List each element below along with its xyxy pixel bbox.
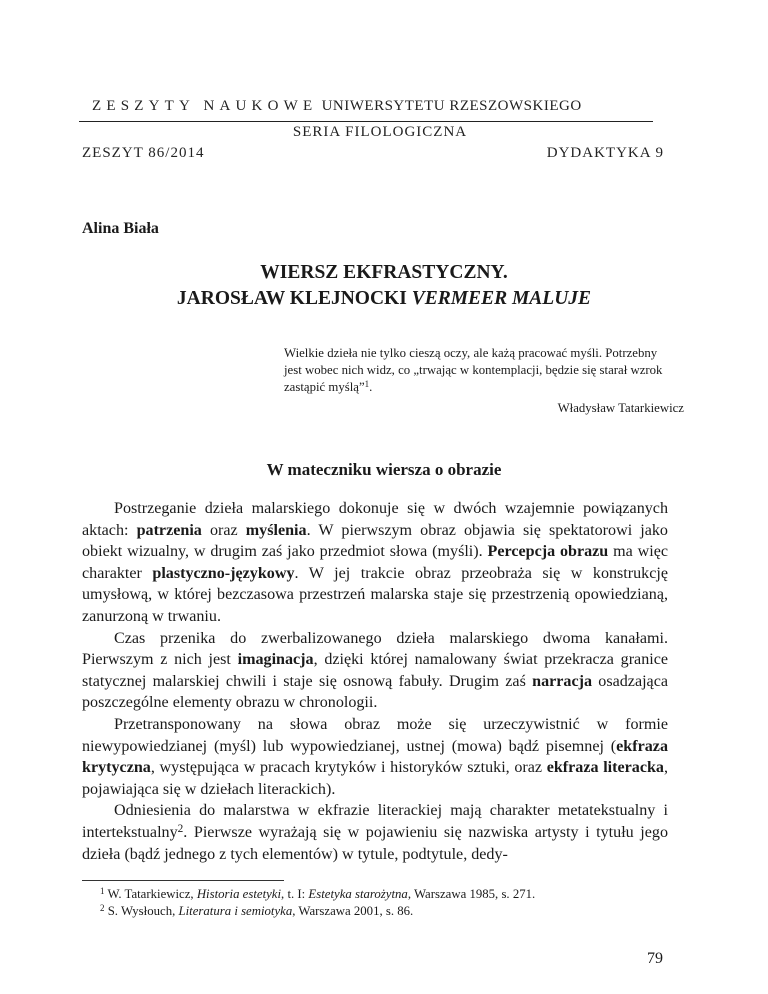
- paragraph-3: [82, 714, 668, 800]
- p2-text-a: Czas przenika do zwerbalizowanego dzieła malarskiego dwoma kanałami. Pierwszym z nich jest: [82, 629, 668, 669]
- footnote-1-italic-2: Estetyka starożytna: [308, 887, 408, 901]
- section-label: DYDAKTYKA 9: [546, 145, 664, 161]
- epigraph-author: Władysław Tatarkiewicz: [557, 401, 684, 415]
- p3-bold-ekfraza-krytyczna: ekfraza krytyczna: [82, 737, 668, 777]
- footnote-2-text-a: S. Wysłouch,: [107, 904, 179, 918]
- footnote-1-text-a: W. Tatarkiewicz,: [107, 887, 197, 901]
- body-text: [82, 498, 668, 865]
- p1-text-c: oraz: [201, 521, 246, 539]
- footnote-2-number: 2: [100, 902, 105, 913]
- paragraph-4: [82, 800, 668, 865]
- series-name: SERIA FILOLOGICZNA: [292, 124, 468, 140]
- p1-bold-percepcja: Percepcja obrazu: [487, 543, 609, 561]
- footnote-1-text-b: , t. I:: [281, 887, 309, 901]
- title-line-2-plain: JAROSŁAW KLEJNOCKI: [176, 288, 412, 309]
- footnote-2-italic-1: Literatura i semiotyka: [178, 904, 293, 918]
- p1-bold-patrzenia: patrzenia: [136, 521, 202, 539]
- p2-text-e: osadzająca poszczególne elementy obrazu w chronologii.: [82, 672, 668, 712]
- p3-text-c: , występująca w pracach krytyków i historyków sztuki, oraz: [150, 759, 547, 777]
- issue-number: ZESZYT 86/2014: [82, 145, 205, 161]
- footnote-1-text-c: , Warszawa 1985, s. 271.: [407, 887, 536, 901]
- footnote-rule: [82, 880, 284, 881]
- footnote-2: [82, 903, 672, 920]
- footnote-1-number: 1: [100, 885, 105, 896]
- journal-name-rest: UNIWERSYTETU RZESZOWSKIEGO: [321, 98, 582, 114]
- paragraph-1: [82, 498, 668, 628]
- article-author: Alina Biała: [82, 220, 159, 237]
- footnote-ref-2: 2: [177, 822, 184, 835]
- p2-bold-narracja: narracja: [532, 672, 593, 690]
- section-heading: W mateczniku wiersza o obrazie: [266, 460, 502, 479]
- article-title: [82, 260, 686, 312]
- p2-text-c: , dzięki której namalowany świat przekracza granice statycznej malarskiej chwili i staje się osnową fabuły. Drugim zaś: [82, 651, 668, 690]
- p1-bold-myslenia: myślenia: [245, 521, 307, 539]
- p1-text-i: . W jej trakcie obraz przeobraża się w konstrukcję umysłową, w której bezczasowa przestrzeń malarska staje się przestrzenią opowiedzianą, zanurzoną w trwaniu.: [82, 564, 668, 625]
- p3-text-a: Przetransponowany na słowa obraz może się urzeczywistnić w formie niewypowiedzianej (myśl) lub wypowiedzianej, ustnej (mowa) bądź pisemnej (: [82, 715, 668, 755]
- journal-name-spaced: ZESZYTY NAUKOWE: [92, 98, 318, 114]
- p1-text-a: Postrzeganie dzieła malarskiego dokonuje się w dwóch wzajemnie powiązanych aktach:: [82, 500, 668, 539]
- epigraph: [284, 345, 668, 396]
- footnotes: [82, 886, 672, 920]
- header-rule: [79, 121, 653, 122]
- title-line-1: WIERSZ EKFRASTYCZNY.: [260, 262, 508, 283]
- footnote-2-text-b: , Warszawa 2001, s. 86.: [292, 904, 414, 918]
- footnote-1-italic-1: Historia estetyki: [196, 887, 282, 901]
- p1-bold-plastyczno: plastyczno-językowy: [152, 564, 295, 582]
- p1-text-g: ma więc charakter: [82, 543, 669, 582]
- p4-text-a: Odniesienia do malarstwa w ekfrazie literackiej mają charakter metatekstualny i intertekstualny: [82, 802, 668, 841]
- journal-name: [92, 98, 652, 115]
- footnote-1: [82, 886, 672, 903]
- footnote-ref-1: 1: [364, 378, 370, 389]
- epigraph-text: Wielkie dzieła nie tylko cieszą oczy, ale każą pracować myśli. Potrzebny jest wobec nich widz, co „trwając w kontemplacji, będzie się starał wzrok zastąpić myślą”: [284, 346, 663, 394]
- p2-bold-imaginacja: imaginacja: [237, 651, 314, 669]
- title-line-2: [82, 286, 686, 312]
- title-line-2-italic: VERMEER MALUJE: [411, 288, 592, 309]
- p1-text-e: . W pierwszym obraz objawia się spektatorowi jako obiekt wizualny, w drugim zaś jako przedmiot słowa (myśli).: [82, 521, 668, 561]
- p3-bold-ekfraza-literacka: ekfraza literacka: [546, 759, 664, 777]
- epigraph-end: .: [369, 380, 373, 394]
- page-number: 79: [647, 950, 663, 967]
- p3-text-e: , pojawiająca się w dziełach literackich).: [82, 759, 668, 798]
- paragraph-2: [82, 628, 668, 714]
- p4-text-b: . Pierwsze wyrażają się w pojawieniu się nazwiska artysty i tytułu jego dzieła (bądź jednego z tych elementów) w tytule, podtytule, dedy-: [82, 823, 668, 863]
